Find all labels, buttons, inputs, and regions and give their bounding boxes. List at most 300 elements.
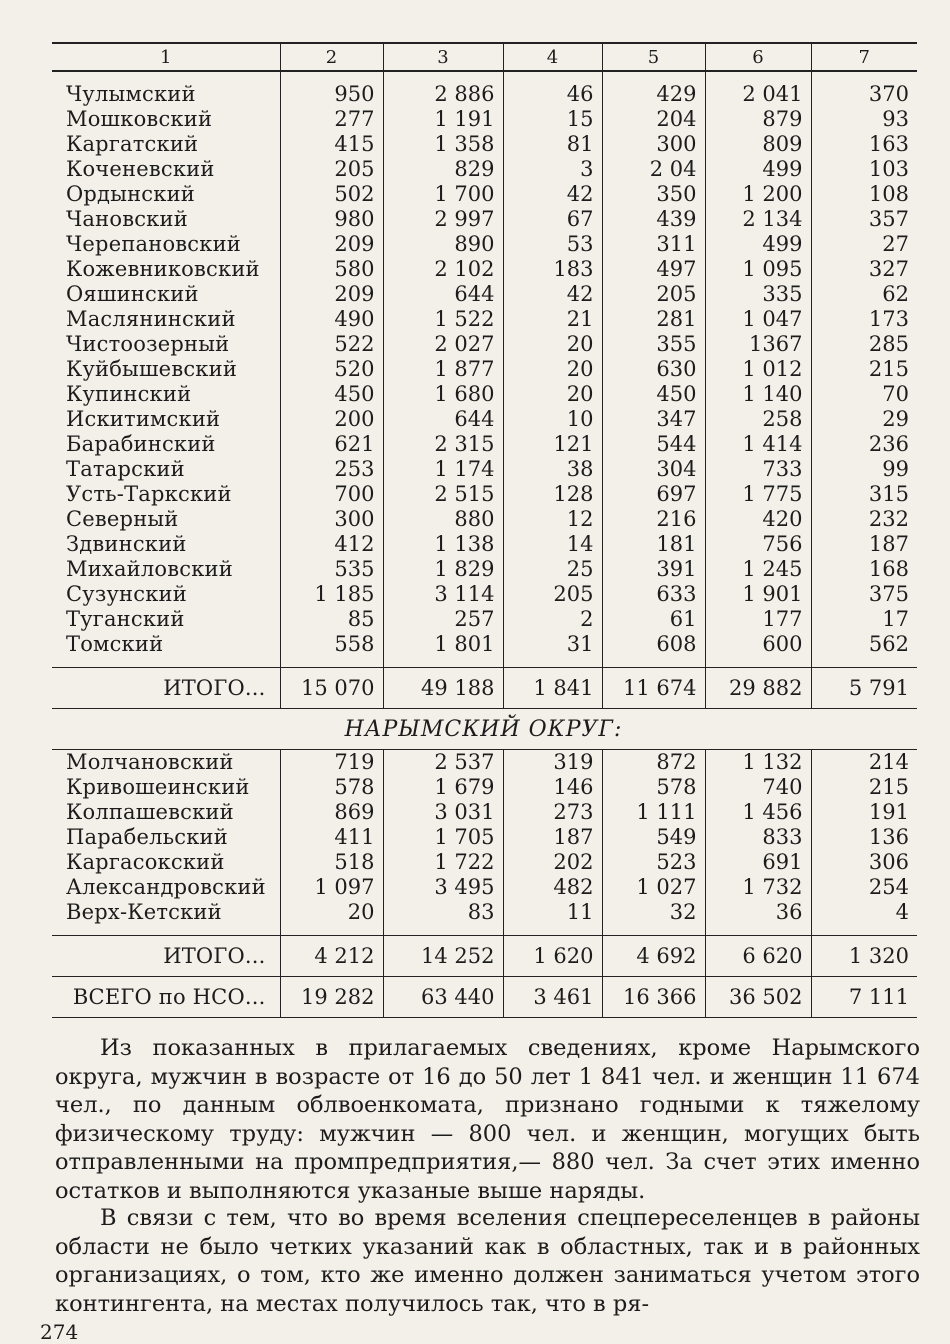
spacer-cell [280, 71, 383, 82]
table-row [52, 800, 917, 825]
spacer-cell [811, 657, 917, 668]
table-cell: 128 [503, 482, 602, 507]
table-cell: 215 [811, 775, 917, 800]
table-cell: 209 [280, 282, 383, 307]
table-cell: 254 [811, 875, 917, 900]
table-cell: 257 [383, 607, 503, 632]
table-row [52, 632, 917, 657]
table-cell: 1 358 [383, 132, 503, 157]
table-row [52, 332, 917, 357]
subtotal-label: ИТОГО... [52, 936, 280, 977]
table-cell: 99 [811, 457, 917, 482]
table-cell: 872 [602, 750, 705, 776]
table-cell: 187 [811, 532, 917, 557]
table-row [52, 582, 917, 607]
table-row [52, 750, 917, 776]
table-cell: 370 [811, 82, 917, 107]
table-cell: 258 [705, 407, 811, 432]
table-cell: 420 [705, 507, 811, 532]
table-cell: 19 282 [280, 977, 383, 1018]
table-cell: 633 [602, 582, 705, 607]
table-cell: 103 [811, 157, 917, 182]
table-cell: 315 [811, 482, 917, 507]
table-row [52, 357, 917, 382]
district-name: Кожевниковский [66, 257, 260, 281]
table-cell: 236 [811, 432, 917, 457]
table-cell: 2 04 [602, 157, 705, 182]
table-cell: 20 [503, 382, 602, 407]
table-cell: 450 [280, 382, 383, 407]
table-cell: 300 [602, 132, 705, 157]
table-cell: 740 [705, 775, 811, 800]
table-cell: 1 877 [383, 357, 503, 382]
district-name: Туганский [66, 607, 185, 631]
district-name: Александровский [66, 875, 266, 899]
table-cell: 232 [811, 507, 917, 532]
table-cell: 1 320 [811, 936, 917, 977]
table-cell: 20 [503, 357, 602, 382]
table-cell: 14 252 [383, 936, 503, 977]
table-cell: 327 [811, 257, 917, 282]
table-cell: 980 [280, 207, 383, 232]
column-header: 1 [52, 43, 280, 71]
table-cell: 644 [383, 407, 503, 432]
table-cell: 2 537 [383, 750, 503, 776]
table-cell: 214 [811, 750, 917, 776]
subtotal-row [52, 668, 917, 709]
table-cell: 621 [280, 432, 383, 457]
table-cell: 630 [602, 357, 705, 382]
table-cell: 691 [705, 850, 811, 875]
district-name: Сузунский [66, 582, 187, 606]
table-cell: 4 [811, 900, 917, 925]
table-cell: 412 [280, 532, 383, 557]
table-cell: 209 [280, 232, 383, 257]
spacer-cell [383, 925, 503, 936]
table-row [52, 132, 917, 157]
spacer-row [52, 657, 917, 668]
table-cell: 205 [503, 582, 602, 607]
table-cell: 535 [280, 557, 383, 582]
table-cell: 644 [383, 282, 503, 307]
district-name: Верх-Кетский [66, 900, 222, 924]
table-cell: 1 414 [705, 432, 811, 457]
table-row [52, 157, 917, 182]
table-cell: 2 102 [383, 257, 503, 282]
table-cell: 2 315 [383, 432, 503, 457]
table-cell: 450 [602, 382, 705, 407]
table-cell: 21 [503, 307, 602, 332]
table-cell: 1 185 [280, 582, 383, 607]
district-name: Каргасокский [66, 850, 225, 874]
table-cell: 36 502 [705, 977, 811, 1018]
spacer-cell [705, 71, 811, 82]
table-cell: 558 [280, 632, 383, 657]
table-cell: 273 [503, 800, 602, 825]
district-name: Северный [66, 507, 179, 531]
spacer-cell [602, 657, 705, 668]
table-cell: 5 791 [811, 668, 917, 709]
district-name: Здвинский [66, 532, 187, 556]
table-header-row [52, 43, 917, 71]
table-row [52, 107, 917, 132]
district-name: Парабельский [66, 825, 228, 849]
table-cell: 608 [602, 632, 705, 657]
table-cell: 3 114 [383, 582, 503, 607]
table-cell: 205 [280, 157, 383, 182]
district-name: Томский [66, 632, 164, 656]
table-cell: 2 041 [705, 82, 811, 107]
spacer-cell [503, 71, 602, 82]
table-cell: 108 [811, 182, 917, 207]
table-cell: 1 732 [705, 875, 811, 900]
spacer-cell [280, 925, 383, 936]
column-header: 7 [811, 43, 917, 71]
table-cell: 391 [602, 557, 705, 582]
table-cell: 756 [705, 532, 811, 557]
table-cell: 285 [811, 332, 917, 357]
table-cell: 520 [280, 357, 383, 382]
table-row [52, 207, 917, 232]
table-cell: 1 140 [705, 382, 811, 407]
table-cell: 497 [602, 257, 705, 282]
district-name: Каргатский [66, 132, 199, 156]
subtotal-label: ИТОГО... [52, 668, 280, 709]
table-cell: 173 [811, 307, 917, 332]
table-cell: 67 [503, 207, 602, 232]
table-row [52, 532, 917, 557]
spacer-cell [602, 925, 705, 936]
table-cell: 719 [280, 750, 383, 776]
table-cell: 1 841 [503, 668, 602, 709]
table-cell: 85 [280, 607, 383, 632]
table-cell: 38 [503, 457, 602, 482]
table-cell: 20 [280, 900, 383, 925]
district-name: Михайловский [66, 557, 233, 581]
table-cell: 205 [602, 282, 705, 307]
table-cell: 36 [705, 900, 811, 925]
table-cell: 1 200 [705, 182, 811, 207]
table-cell: 1 901 [705, 582, 811, 607]
table-cell: 1 097 [280, 875, 383, 900]
district-name: Усть-Таркский [66, 482, 232, 506]
table-cell: 890 [383, 232, 503, 257]
spacer-cell [811, 925, 917, 936]
district-name: Купинский [66, 382, 192, 406]
district-name: Молчановский [66, 750, 234, 774]
table-row [52, 507, 917, 532]
table-row [52, 482, 917, 507]
district-name: Кривошеинский [66, 775, 250, 799]
table-cell: 578 [602, 775, 705, 800]
table-cell: 6 620 [705, 936, 811, 977]
table-cell: 2 515 [383, 482, 503, 507]
paragraph: В связи с тем, что во время вселения спецпереселенцев в районы области не было четких указаний как в областных, так и в районных организациях, о том, кто же именно должен заниматься учетом этого контингента, на местах получилось так, что в ря- [55, 1205, 920, 1317]
table-cell: 1 174 [383, 457, 503, 482]
table-row [52, 825, 917, 850]
table-cell: 3 495 [383, 875, 503, 900]
table-cell: 163 [811, 132, 917, 157]
districts-body [52, 71, 917, 668]
spacer-cell [52, 925, 280, 936]
table-row [52, 257, 917, 282]
subtotal-row [52, 936, 917, 977]
table-cell: 544 [602, 432, 705, 457]
table-cell: 880 [383, 507, 503, 532]
table-row [52, 900, 917, 925]
district-name: Барабинский [66, 432, 216, 456]
spacer-cell [383, 71, 503, 82]
table-cell: 1 245 [705, 557, 811, 582]
district-name: Колпашевский [66, 800, 234, 824]
table-cell: 29 882 [705, 668, 811, 709]
district-name: Мошковский [66, 107, 213, 131]
table-cell: 181 [602, 532, 705, 557]
table-row [52, 382, 917, 407]
table-cell: 29 [811, 407, 917, 432]
table-cell: 499 [705, 157, 811, 182]
table-cell: 1 111 [602, 800, 705, 825]
table-cell: 518 [280, 850, 383, 875]
table-cell: 63 440 [383, 977, 503, 1018]
table-cell: 833 [705, 825, 811, 850]
table-cell: 350 [602, 182, 705, 207]
table-cell: 20 [503, 332, 602, 357]
table-cell: 306 [811, 850, 917, 875]
table-cell: 53 [503, 232, 602, 257]
table-cell: 2 027 [383, 332, 503, 357]
table-cell: 15 [503, 107, 602, 132]
table-row [52, 850, 917, 875]
table-cell: 1 829 [383, 557, 503, 582]
section-row [52, 709, 917, 750]
table-cell: 216 [602, 507, 705, 532]
table-cell: 3 461 [503, 977, 602, 1018]
table-cell: 1 722 [383, 850, 503, 875]
table-cell: 168 [811, 557, 917, 582]
table-cell: 700 [280, 482, 383, 507]
table-cell: 11 674 [602, 668, 705, 709]
table-cell: 522 [280, 332, 383, 357]
table-cell: 411 [280, 825, 383, 850]
table-cell: 950 [280, 82, 383, 107]
paragraph: Из показанных в прилагаемых сведениях, кроме Нарымского округа, мужчин в возрасте от 16 до 50 лет 1 841 чел. и женщин 11 674 чел., по данным облвоенкомата, признано годными к тяжелому физическому труду: мужчин — 800 чел. и женщин, могущих быть отправленными на промпредприятия,— 880 чел. За счет этих именно остатков и выполняются указаные выше наряды. [55, 1035, 920, 1204]
table-cell: 335 [705, 282, 811, 307]
table-cell: 1 047 [705, 307, 811, 332]
table-cell: 11 [503, 900, 602, 925]
table-cell: 46 [503, 82, 602, 107]
table-cell: 146 [503, 775, 602, 800]
table-cell: 809 [705, 132, 811, 157]
column-header: 3 [383, 43, 503, 71]
statistics-table [52, 42, 917, 1018]
table-cell: 253 [280, 457, 383, 482]
table-cell: 1 705 [383, 825, 503, 850]
table-row [52, 457, 917, 482]
table-cell: 49 188 [383, 668, 503, 709]
table-cell: 1 775 [705, 482, 811, 507]
table-cell: 697 [602, 482, 705, 507]
table-cell: 1 191 [383, 107, 503, 132]
page-number: 274 [40, 1320, 79, 1344]
district-name: Ордынский [66, 182, 195, 206]
district-name: Черепановский [66, 232, 241, 256]
table-cell: 549 [602, 825, 705, 850]
spacer-row [52, 71, 917, 82]
table-cell: 4 692 [602, 936, 705, 977]
table-cell: 304 [602, 457, 705, 482]
table-cell: 311 [602, 232, 705, 257]
table-cell: 25 [503, 557, 602, 582]
table-cell: 3 031 [383, 800, 503, 825]
table-cell: 121 [503, 432, 602, 457]
table-cell: 2 886 [383, 82, 503, 107]
column-header: 4 [503, 43, 602, 71]
table-cell: 580 [280, 257, 383, 282]
table-row [52, 307, 917, 332]
spacer-cell [602, 71, 705, 82]
table-cell: 7 111 [811, 977, 917, 1018]
spacer-cell [280, 657, 383, 668]
spacer-cell [811, 71, 917, 82]
table-cell: 1 132 [705, 750, 811, 776]
table-cell: 1 801 [383, 632, 503, 657]
table-cell: 347 [602, 407, 705, 432]
table-cell: 1 620 [503, 936, 602, 977]
spacer-cell [705, 925, 811, 936]
table-row [52, 232, 917, 257]
district-name: Ояшинский [66, 282, 199, 306]
table-row [52, 182, 917, 207]
table-cell: 829 [383, 157, 503, 182]
table-cell: 10 [503, 407, 602, 432]
table-cell: 4 212 [280, 936, 383, 977]
table-cell: 600 [705, 632, 811, 657]
table-cell: 2 134 [705, 207, 811, 232]
table-cell: 1367 [705, 332, 811, 357]
table-cell: 482 [503, 875, 602, 900]
table-cell: 31 [503, 632, 602, 657]
table-cell: 1 679 [383, 775, 503, 800]
spacer-cell [383, 657, 503, 668]
table-cell: 357 [811, 207, 917, 232]
table-cell: 1 456 [705, 800, 811, 825]
table-row [52, 775, 917, 800]
table-cell: 355 [602, 332, 705, 357]
table-cell: 502 [280, 182, 383, 207]
table-cell: 3 [503, 157, 602, 182]
table-cell: 2 [503, 607, 602, 632]
table-cell: 83 [383, 900, 503, 925]
table-row [52, 607, 917, 632]
table-cell: 15 070 [280, 668, 383, 709]
table-cell: 415 [280, 132, 383, 157]
table-cell: 733 [705, 457, 811, 482]
table-cell: 215 [811, 357, 917, 382]
table-cell: 32 [602, 900, 705, 925]
table-cell: 1 027 [602, 875, 705, 900]
table-cell: 499 [705, 232, 811, 257]
table-row [52, 432, 917, 457]
table-cell: 562 [811, 632, 917, 657]
spacer-cell [52, 71, 280, 82]
spacer-cell [503, 925, 602, 936]
grand-total-row [52, 977, 917, 1018]
table-cell: 12 [503, 507, 602, 532]
table-cell: 523 [602, 850, 705, 875]
district-name: Маслянинский [66, 307, 236, 331]
district-name: Искитимский [66, 407, 221, 431]
spacer-row [52, 925, 917, 936]
column-header: 2 [280, 43, 383, 71]
table-cell: 27 [811, 232, 917, 257]
table-cell: 42 [503, 182, 602, 207]
table-cell: 187 [503, 825, 602, 850]
table-cell: 2 997 [383, 207, 503, 232]
table-cell: 429 [602, 82, 705, 107]
table-cell: 375 [811, 582, 917, 607]
table-cell: 1 095 [705, 257, 811, 282]
table-cell: 1 700 [383, 182, 503, 207]
table-cell: 277 [280, 107, 383, 132]
table-row [52, 282, 917, 307]
table-cell: 319 [503, 750, 602, 776]
table-cell: 17 [811, 607, 917, 632]
column-header: 5 [602, 43, 705, 71]
table-cell: 879 [705, 107, 811, 132]
table-row [52, 875, 917, 900]
table-cell: 183 [503, 257, 602, 282]
spacer-cell [503, 657, 602, 668]
table-cell: 42 [503, 282, 602, 307]
table-cell: 490 [280, 307, 383, 332]
table-cell: 93 [811, 107, 917, 132]
district-name: Чистоозерный [66, 332, 230, 356]
narym-districts-body [52, 750, 917, 936]
table-cell: 81 [503, 132, 602, 157]
table-cell: 62 [811, 282, 917, 307]
table-row [52, 82, 917, 107]
district-name: Куйбышевский [66, 357, 238, 381]
table-cell: 281 [602, 307, 705, 332]
district-name: Чулымский [66, 82, 196, 106]
table-cell: 202 [503, 850, 602, 875]
district-name: Коченевский [66, 157, 215, 181]
table-cell: 1 138 [383, 532, 503, 557]
table-cell: 439 [602, 207, 705, 232]
table-cell: 300 [280, 507, 383, 532]
table-cell: 1 680 [383, 382, 503, 407]
table-cell: 16 366 [602, 977, 705, 1018]
table-cell: 200 [280, 407, 383, 432]
table-cell: 136 [811, 825, 917, 850]
table-cell: 1 522 [383, 307, 503, 332]
grand-total-label: ВСЕГО по НСО... [52, 977, 280, 1018]
table-cell: 204 [602, 107, 705, 132]
section-title: НАРЫМСКИЙ ОКРУГ: [52, 709, 917, 750]
district-name: Чановский [66, 207, 188, 231]
table-cell: 14 [503, 532, 602, 557]
table-cell: 191 [811, 800, 917, 825]
table-cell: 578 [280, 775, 383, 800]
table-cell: 869 [280, 800, 383, 825]
table-cell: 61 [602, 607, 705, 632]
table-cell: 177 [705, 607, 811, 632]
district-name: Татарский [66, 457, 185, 481]
table-cell: 70 [811, 382, 917, 407]
spacer-cell [705, 657, 811, 668]
table-row [52, 557, 917, 582]
